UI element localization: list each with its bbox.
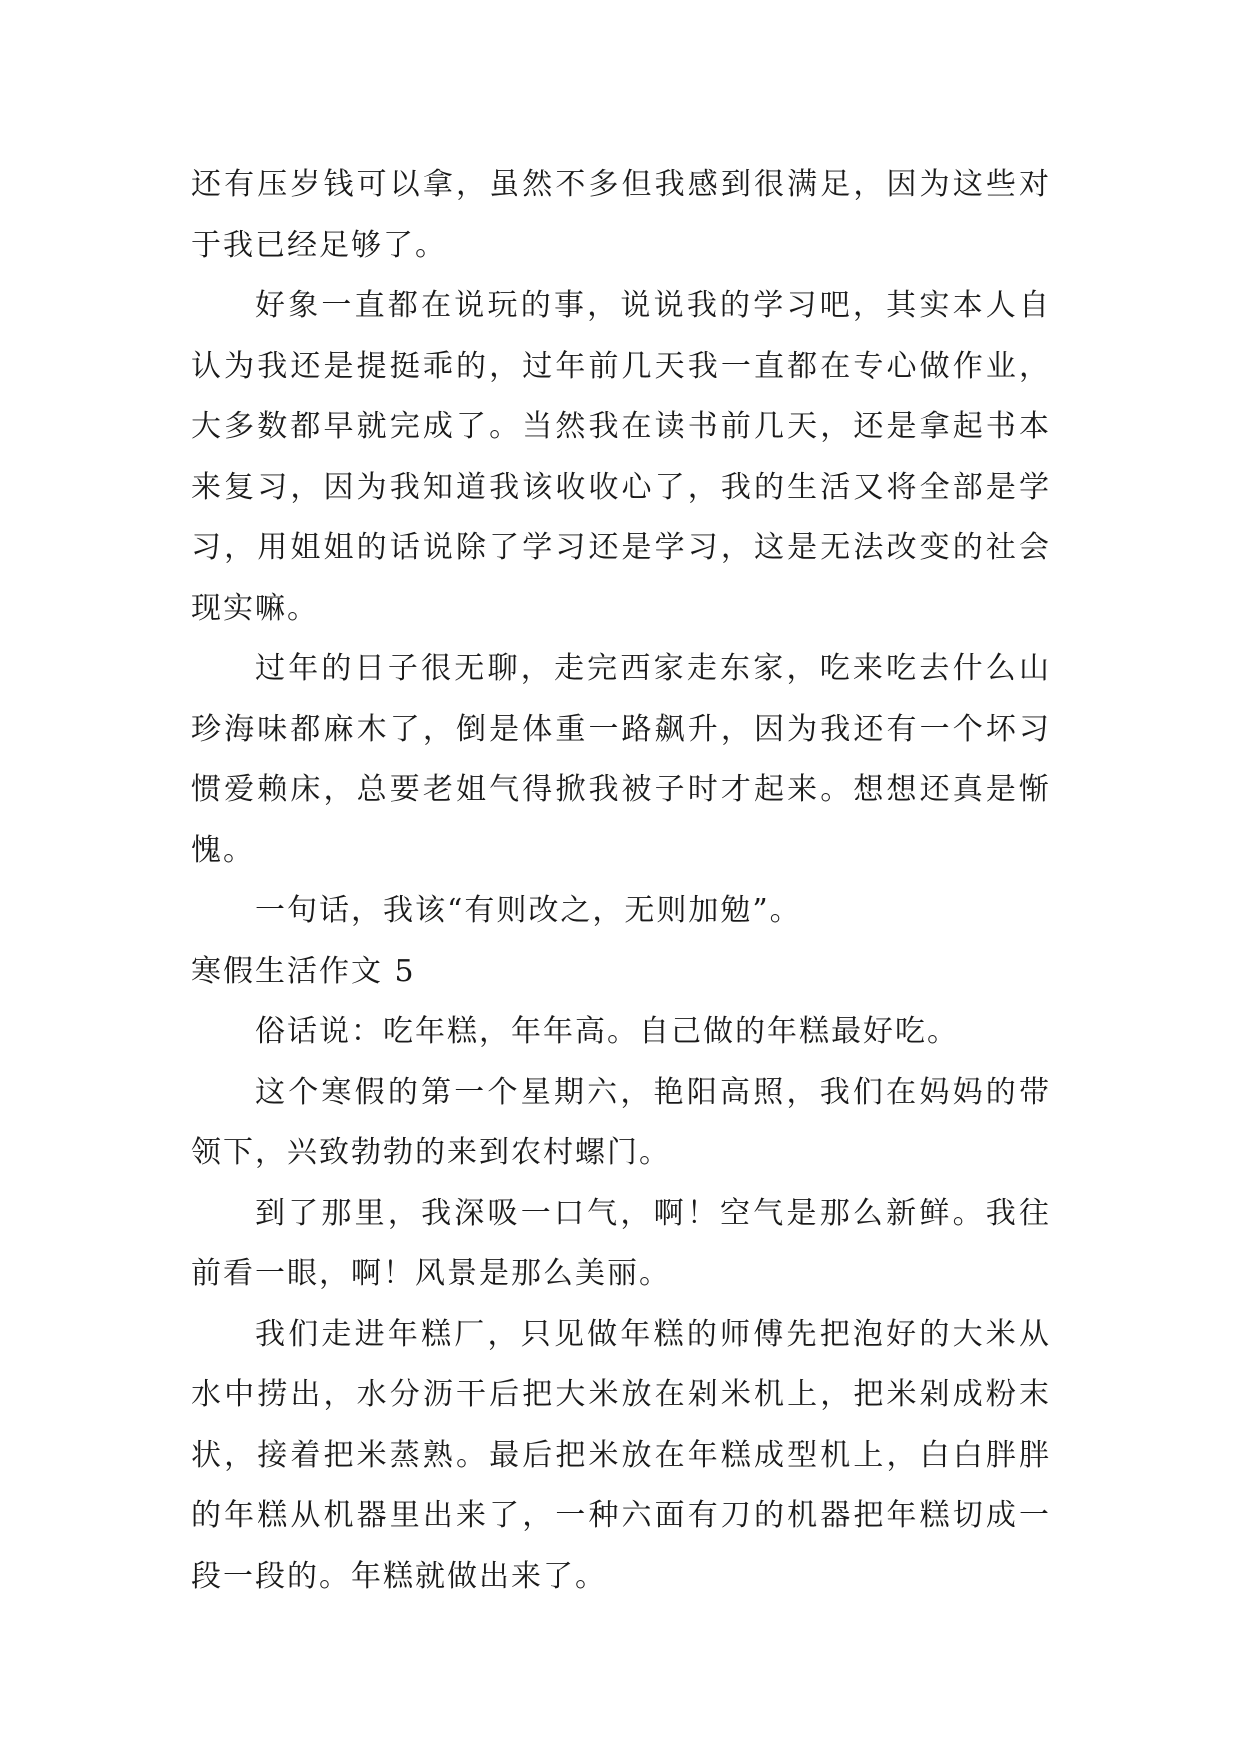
section-heading: 寒假生活作文 5 [191,953,416,989]
paragraph-saturday: 这个寒假的第一个星期六，艳阳高照，我们在妈妈的带领下，兴致勃勃的来到农村螺门。 [191,1074,1051,1170]
paragraph-proverb: 俗话说：吃年糕，年年高。自己做的年糕最好吃。 [255,1014,959,1049]
document-body [191,155,1051,1607]
paragraph-one-sentence: 一句话，我该“有则改之，无则加勉”。 [255,893,802,928]
paragraph-study: 好象一直都在说玩的事，说说我的学习吧，其实本人自认为我还是提挺乖的，过年前几天我一直都在专心做作业，大多数都早就完成了。当然我在读书前几天，还是拿起书本来复习，因为我知道我该收收心了，我的生活又将全部是学习，用姐姐的话说除了学习还是学习，这是无法改变的社会现实嘛。 [191,288,1051,626]
paragraph-new-year-days: 过年的日子很无聊，走完西家走东家，吃来吃去什么山珍海味都麻木了，倒是体重一路飙升，因为我还有一个坏习惯爱赖床，总要老姐气得掀我被子时才起来。想想还真是惭愧。 [191,651,1051,868]
paragraph-arrival: 到了那里，我深吸一口气，啊！空气是那么新鲜。我往前看一眼，啊！风景是那么美丽。 [191,1195,1051,1291]
paragraph-continuation: 还有压岁钱可以拿，虽然不多但我感到很满足，因为这些对于我已经足够了。 [191,167,1051,263]
paragraph-rice-cake-factory: 我们走进年糕厂，只见做年糕的师傅先把泡好的大米从水中捞出，水分沥干后把大米放在剁米机上，把米剁成粉末状，接着把米蒸熟。最后把米放在年糕成型机上，白白胖胖的年糕从机器里出来了，一种六面有刀的机器把年糕切成一段一段的。年糕就做出来了。 [191,1316,1051,1594]
